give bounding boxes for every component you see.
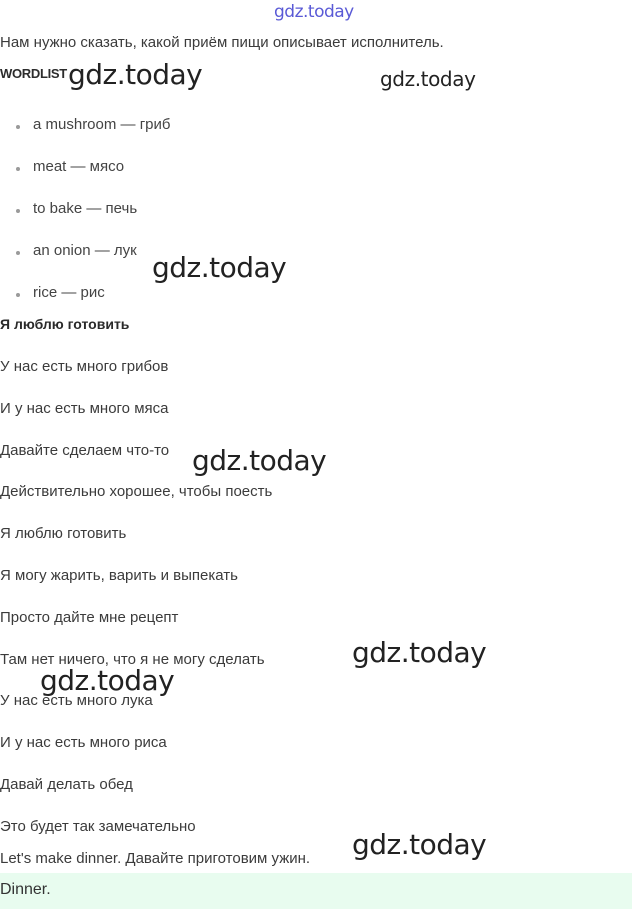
watermark: gdz.today <box>352 828 487 861</box>
song-title: Я люблю готовить <box>0 316 130 332</box>
watermark: gdz.today <box>192 444 327 477</box>
list-item: rice — рис <box>33 284 105 301</box>
watermark: gdz.today <box>40 664 175 697</box>
lyric-line: Я могу жарить, варить и выпекать <box>0 567 238 584</box>
lyric-line: Это будет так замечательно <box>0 818 196 835</box>
lyric-line: И у нас есть много риса <box>0 734 167 751</box>
bullet-icon <box>16 293 20 297</box>
watermark: gdz.today <box>352 636 487 669</box>
bullet-icon <box>16 125 20 129</box>
lyric-line: Давай делать обед <box>0 776 133 793</box>
conclusion-text: Let's make dinner. Давайте приготовим ужин. <box>0 850 311 867</box>
watermark: gdz.today <box>152 251 287 284</box>
lyric-line: Давайте сделаем что-то <box>0 442 170 459</box>
bullet-icon <box>16 167 20 171</box>
lyric-line: У нас есть много грибов <box>0 358 169 375</box>
lyric-line: У нас есть много лука <box>0 692 153 709</box>
list-item: an onion — лук <box>33 242 137 259</box>
lyric-line: Действительно хорошее, чтобы поесть <box>0 483 273 500</box>
answer-text: Dinner. <box>0 881 51 898</box>
list-item: to bake — печь <box>33 200 138 217</box>
header-watermark: gdz.today <box>274 2 354 22</box>
answer-box <box>0 873 632 909</box>
lyric-line: И у нас есть много мяса <box>0 400 169 417</box>
watermark: gdz.today <box>380 67 476 91</box>
intro-text: Нам нужно сказать, какой приём пищи описывает исполнитель. <box>0 34 444 51</box>
bullet-icon <box>16 251 20 255</box>
watermark: gdz.today <box>68 58 203 91</box>
lyric-line: Я люблю готовить <box>0 525 127 542</box>
bullet-icon <box>16 209 20 213</box>
wordlist-title: WORDLIST <box>0 66 67 81</box>
lyric-line: Просто дайте мне рецепт <box>0 609 179 626</box>
list-item: a mushroom — гриб <box>33 116 171 133</box>
list-item: meat — мясо <box>33 158 125 175</box>
lyric-line: Там нет ничего, что я не могу сделать <box>0 651 265 668</box>
